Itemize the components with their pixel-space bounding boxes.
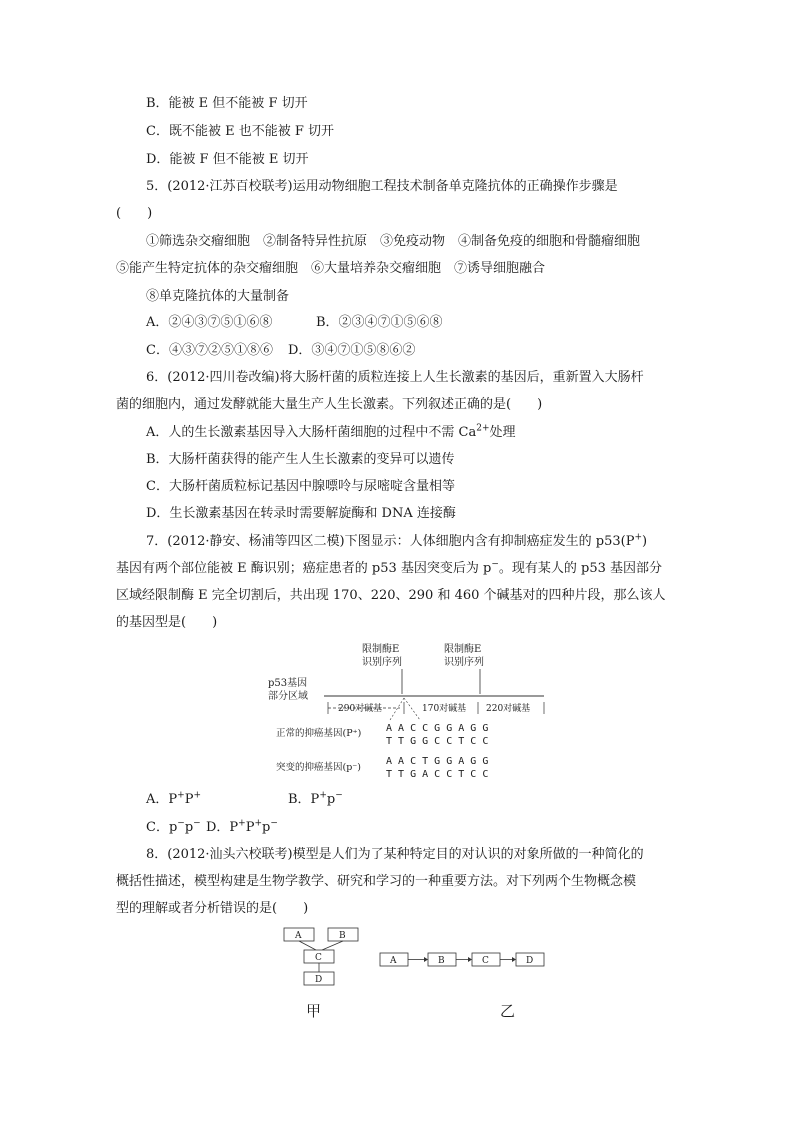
q7-stem-line4: 的基因型是( ) xyxy=(116,615,218,630)
mutant-gene-label: 突变的抑癌基因(p⁻) xyxy=(276,762,362,773)
q5-option-d: D．③④⑦①⑤⑧⑥② xyxy=(288,343,416,358)
enzyme-e-sub-2: 识别序列 xyxy=(444,657,484,668)
q6-option-a: A．人的生长激素基因导入大肠杆菌细胞的过程中不需 $Ca^{2+}$处理 xyxy=(146,423,516,440)
svg-text:B: B xyxy=(438,956,445,966)
q8-stem-line1: 8．(2012·汕头六校联考)模型是人们为了某种特定目的对认识的对象所做的一种简化的 xyxy=(146,847,644,862)
model-yi-caption: 乙 xyxy=(500,1002,516,1020)
q7-option-d: D．P+P+p− xyxy=(206,818,278,835)
q5-items-line3: ⑧单克隆抗体的大量制备 xyxy=(146,289,290,304)
segment-170: 170对碱基 xyxy=(422,704,467,714)
q7-option-b: B．P+p− xyxy=(288,790,343,807)
q7-stem-line3: 区域经限制酶 E 完全切割后，共出现 170、220、290 和 460 个碱基对的四种片段，那么该人 xyxy=(116,588,666,603)
svg-text:C: C xyxy=(482,956,489,966)
mutant-seq-bottom: T T G A C C T C C xyxy=(386,769,489,780)
region-label-2: 部分区域 xyxy=(268,691,308,702)
q7-option-c: C．p−p− xyxy=(146,818,201,835)
q5-items-line2: ⑤能产生特定抗体的杂交瘤细胞 ⑥大量培养杂交瘤细胞 ⑦诱导细胞融合 xyxy=(116,261,546,276)
q4-option-d: D．能被 F 但不能被 E 切开 xyxy=(146,152,309,167)
q5-stem-line1: 5．(2012·江苏百校联考)运用动物细胞工程技术制备单克隆抗体的正确操作步骤是 xyxy=(146,179,618,194)
q6-option-b: B．大肠杆菌获得的能产生人生长激素的变异可以遗传 xyxy=(146,452,455,467)
q8-stem-line2: 概括性描述，模型构建是生物学教学、研究和学习的一种重要方法。对下列两个生物概念模 xyxy=(116,874,637,889)
svg-text:D: D xyxy=(526,956,534,966)
svg-text:C: C xyxy=(315,953,322,963)
q7-stem-line1: 7．(2012·静安、杨浦等四区二模)下图显示：人体细胞内含有抑制癌症发生的 p53(P+) xyxy=(146,532,648,549)
normal-seq-bottom: T T G G C C T C C xyxy=(386,736,489,747)
enzyme-e-label-1: 限制酶E xyxy=(362,644,400,655)
q5-option-a: A．②④③⑦⑤①⑥⑧ xyxy=(146,315,273,330)
p53-gene-diagram xyxy=(262,638,552,786)
q7-option-a: A．P+P+ xyxy=(146,790,201,807)
svg-text:B: B xyxy=(339,931,346,941)
q8-stem-line3: 型的理解或者分析错误的是( ) xyxy=(116,901,309,916)
q5-option-c: C．④③⑦②⑤①⑧⑥ xyxy=(146,343,273,358)
segment-220: 220对碱基 xyxy=(486,704,531,714)
q4-option-b: B．能被 E 但不能被 F 切开 xyxy=(146,96,308,111)
segment-290: 290对碱基 xyxy=(338,704,383,714)
enzyme-e-sub-1: 识别序列 xyxy=(362,657,402,668)
concept-model-yi xyxy=(378,950,548,970)
q6-stem-line2: 菌的细胞内，通过发酵就能大量生产人生长激素。下列叙述正确的是( ) xyxy=(116,397,543,412)
model-jia-caption: 甲 xyxy=(306,1002,322,1020)
normal-gene-label: 正常的抑癌基因(P⁺) xyxy=(276,728,362,739)
q7-stem-line2: 基因有两个部位能被 E 酶识别；癌症患者的 p53 基因突变后为 p−。现有某人的 p53 基因部分 xyxy=(116,559,663,576)
q6-option-d: D．生长激素基因在转录时需要解旋酶和 DNA 连接酶 xyxy=(146,506,456,521)
q5-items-line1: ①筛选杂交瘤细胞 ②制备特异性抗原 ③免疫动物 ④制备免疫的细胞和骨髓瘤细胞 xyxy=(146,234,641,249)
svg-text:D: D xyxy=(315,975,323,985)
normal-seq-top: A A C C G G A G G xyxy=(386,723,489,734)
concept-model-jia xyxy=(280,926,380,992)
mutant-seq-top: A A C T G G A G G xyxy=(386,756,489,767)
q4-option-c: C．既不能被 E 也不能被 F 切开 xyxy=(146,124,334,139)
q6-stem-line1: 6．(2012·四川卷改编)将大肠杆菌的质粒连接上人生长激素的基因后，重新置入大肠杆 xyxy=(146,370,644,385)
q5-option-b: B．②③④⑦①⑤⑥⑧ xyxy=(316,315,443,330)
region-label-1: p53基因 xyxy=(268,678,308,689)
q6-option-c: C．大肠杆菌质粒标记基因中腺嘌呤与尿嘧啶含量相等 xyxy=(146,479,455,494)
q5-stem-line2: ( ) xyxy=(116,206,153,221)
svg-text:A: A xyxy=(390,956,397,966)
enzyme-e-label-2: 限制酶E xyxy=(444,644,482,655)
svg-text:A: A xyxy=(295,931,302,941)
